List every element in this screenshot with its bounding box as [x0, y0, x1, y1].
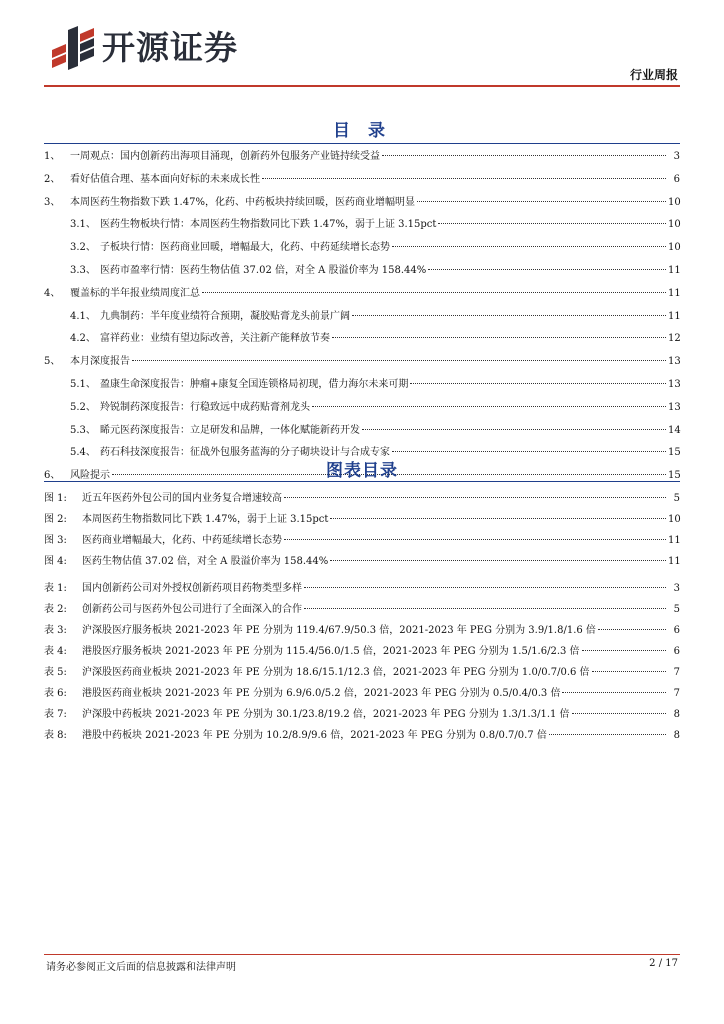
table-entry-number: 表 7: [44, 709, 67, 720]
leader-dots [392, 246, 666, 247]
leader-dots [362, 429, 666, 430]
leader-dots [202, 292, 666, 293]
toc-entry-page: 10 [668, 219, 681, 231]
table-entry-number: 表 6: [44, 688, 67, 699]
toc-entry-title: 富祥药业：业绩有望边际改善，关注新产能释放节奏 [100, 333, 330, 345]
toc-entry-number: 5.2、 [70, 401, 96, 413]
toc-subentry[interactable] [44, 307, 680, 330]
table-of-contents [44, 147, 680, 489]
leader-dots [312, 406, 666, 407]
table-entry-title: 港股医药商业板块 2021-2023 年 PE 分别为 6.9/6.0/5.2 倍，2021-2023 年 PEG 分别为 0.5/0.4/0.3 倍 [82, 688, 561, 699]
figure-index-heading-divider [44, 481, 680, 482]
toc-entry-page: 11 [668, 310, 681, 322]
page-header [44, 14, 680, 84]
toc-entry[interactable] [44, 193, 680, 216]
figure-entry-title: 本周医药生物指数同比下跌 1.47%，弱于上证 3.15pct [82, 514, 329, 525]
toc-entry-title: 九典制药：半年度业绩符合预期，凝胶贴膏龙头前景广阔 [100, 310, 350, 322]
leader-dots [598, 629, 666, 630]
figure-entry-page: 11 [668, 556, 681, 567]
table-entry-title: 港股医疗服务板块 2021-2023 年 PE 分别为 115.4/56.0/1.5 倍，2021-2023 年 PEG 分别为 1.5/1.6/2.3 倍 [82, 646, 580, 657]
figure-entry-page: 5 [673, 493, 680, 504]
figure-entry-number: 图 3: [44, 535, 67, 546]
toc-entry-number: 3.1、 [70, 219, 96, 231]
table-entry-title: 国内创新药公司对外授权创新药项目药物类型多样 [82, 583, 302, 594]
toc-entry-page: 10 [668, 242, 681, 254]
toc-entry-page: 15 [668, 447, 681, 459]
figure-entry-number: 图 2: [44, 514, 67, 525]
leader-dots [284, 539, 666, 540]
toc-entry-number: 2、 [44, 173, 61, 185]
figure-entry-number: 图 1: [44, 493, 67, 504]
table-entry-page: 6 [673, 625, 680, 636]
toc-entry-number: 3.3、 [70, 264, 96, 276]
leader-dots [428, 269, 666, 270]
brand-logo [46, 20, 238, 70]
toc-subentry[interactable] [44, 421, 680, 444]
leader-dots [284, 497, 666, 498]
toc-entry-title: 医药市盈率行情：医药生物估值 37.02 倍，对全 A 股溢价率为 158.44% [100, 264, 427, 276]
table-index [44, 579, 680, 747]
toc-entry-page: 3 [673, 151, 680, 162]
leader-dots [438, 223, 666, 224]
table-entry[interactable] [44, 579, 680, 600]
leader-dots [132, 360, 666, 361]
toc-entry-title: 看好估值合理、基本面向好标的未来成长性 [70, 173, 260, 185]
table-entry-number: 表 2: [44, 604, 67, 615]
leader-dots [304, 587, 666, 588]
toc-entry-title: 羚锐制药深度报告：行稳致远中成药贴膏剂龙头 [100, 401, 310, 413]
document-type-label: 行业周报 [629, 68, 678, 82]
brand-logo-mark-icon [46, 20, 98, 70]
table-entry-title: 沪深股医药商业板块 2021-2023 年 PE 分别为 18.6/15.1/12.3 倍，2021-2023 年 PEG 分别为 1.0/0.7/0.6 倍 [82, 667, 590, 678]
table-entry-number: 表 5: [44, 667, 67, 678]
figure-entry-number: 图 4: [44, 556, 67, 567]
table-entry[interactable] [44, 705, 680, 726]
leader-dots [330, 518, 666, 519]
toc-entry-page: 11 [668, 287, 681, 299]
toc-entry-title: 风险提示 [70, 470, 110, 482]
toc-entry-number: 5.3、 [70, 424, 96, 436]
figure-entry[interactable] [44, 531, 680, 552]
leader-dots [549, 734, 666, 735]
toc-subentry[interactable] [44, 329, 680, 352]
figure-entry[interactable] [44, 510, 680, 531]
leader-dots [382, 155, 666, 156]
header-divider [44, 85, 680, 87]
toc-subentry[interactable] [44, 398, 680, 421]
toc-entry[interactable] [44, 352, 680, 375]
figure-entry-title: 医药生物估值 37.02 倍，对全 A 股溢价率为 158.44% [82, 556, 329, 567]
figure-entry[interactable] [44, 489, 680, 510]
leader-dots [392, 451, 666, 452]
toc-subentry[interactable] [44, 238, 680, 261]
disclaimer-notice: 请务必参阅正文后面的信息披露和法律声明 [46, 962, 236, 973]
figure-entry-title: 医药商业增幅最大，化药、中药延续增长态势 [82, 535, 282, 546]
toc-entry-number: 4.1、 [70, 310, 96, 322]
leader-dots [572, 713, 666, 714]
toc-entry-page: 6 [673, 173, 680, 185]
toc-entry-page: 14 [668, 424, 681, 436]
table-entry-page: 7 [673, 688, 680, 699]
toc-entry-page: 15 [668, 470, 681, 482]
toc-entry-page: 13 [668, 401, 681, 413]
leader-dots [304, 608, 666, 609]
toc-entry-title: 本周医药生物指数下跌 1.47%，化药、中药板块持续回暖，医药商业增幅明显 [70, 196, 415, 208]
toc-entry-title: 睎元医药深度报告：立足研发和品牌，一体化赋能新药开发 [100, 424, 360, 436]
toc-entry-title: 医药生物板块行情：本周医药生物指数同比下跌 1.47%，弱于上证 3.15pct [100, 219, 437, 231]
toc-entry-number: 3、 [44, 196, 61, 208]
toc-entry-page: 13 [668, 378, 681, 390]
leader-dots [332, 337, 666, 338]
leader-dots [352, 315, 666, 316]
toc-subentry[interactable] [44, 375, 680, 398]
toc-subentry[interactable] [44, 261, 680, 284]
toc-entry[interactable] [44, 284, 680, 307]
leader-dots [582, 650, 666, 651]
toc-subentry[interactable] [44, 215, 680, 238]
toc-entry-number: 6、 [44, 470, 61, 482]
table-entry-page: 5 [673, 604, 680, 615]
toc-entry-title: 药石科技深度报告：征战外包服务蓝海的分子砌块设计与合成专家 [100, 447, 390, 459]
table-entry-page: 8 [673, 730, 680, 741]
toc-entry-page: 12 [668, 333, 681, 345]
toc-entry[interactable] [44, 147, 680, 170]
toc-entry-title: 盈康生命深度报告：肿瘤+康复全国连锁格局初现，借力海尔未来可期 [100, 378, 409, 390]
table-entry-number: 表 8: [44, 730, 67, 741]
toc-entry-number: 5.1、 [70, 378, 96, 390]
figure-entry-page: 11 [668, 535, 681, 546]
figure-entry-title: 近五年医药外包公司的国内业务复合增速较高 [82, 493, 282, 504]
table-entry-page: 6 [673, 646, 680, 657]
table-entry-number: 表 1: [44, 583, 67, 594]
toc-entry-page: 10 [668, 196, 681, 208]
table-entry-number: 表 4: [44, 646, 67, 657]
table-entry[interactable] [44, 621, 680, 642]
leader-dots [592, 671, 666, 672]
page-number: 2 / 17 [649, 958, 678, 969]
leader-dots [330, 560, 666, 561]
table-entry-page: 3 [673, 583, 680, 594]
toc-entry-page: 13 [668, 356, 681, 368]
table-entry-title: 沪深股医疗服务板块 2021-2023 年 PE 分别为 119.4/67.9/50.3 倍，2021-2023 年 PEG 分别为 3.9/1.8/1.6 倍 [82, 625, 596, 636]
table-entry-title: 港股中药板块 2021-2023 年 PE 分别为 10.2/8.9/9.6 倍，2021-2023 年 PEG 分别为 0.8/0.7/0.7 倍 [82, 730, 547, 741]
figure-entry[interactable] [44, 552, 680, 573]
toc-entry-number: 5.4、 [70, 447, 96, 459]
table-entry-title: 沪深股中药板块 2021-2023 年 PE 分别为 30.1/23.8/19.2 倍，2021-2023 年 PEG 分别为 1.3/1.3/1.1 倍 [82, 709, 570, 720]
toc-entry-number: 3.2、 [70, 242, 96, 254]
leader-dots [262, 178, 666, 179]
footer-divider [44, 954, 680, 955]
toc-entry-title: 本月深度报告 [70, 356, 130, 368]
figure-index [44, 489, 680, 573]
leader-dots [410, 383, 666, 384]
table-entry-number: 表 3: [44, 625, 67, 636]
figure-entry-page: 10 [668, 514, 681, 525]
table-entry[interactable] [44, 600, 680, 621]
table-entry[interactable] [44, 726, 680, 747]
toc-entry-number: 1、 [44, 151, 61, 162]
toc-entry-title: 一周观点：国内创新药出海项目涌现，创新药外包服务产业链持续受益 [70, 151, 380, 162]
table-entry[interactable] [44, 663, 680, 684]
table-entry[interactable] [44, 642, 680, 663]
toc-entry-title: 子板块行情：医药商业回暖，增幅最大，化药、中药延续增长态势 [100, 242, 390, 254]
toc-entry-number: 5、 [44, 356, 61, 368]
toc-heading-divider [44, 143, 680, 144]
table-entry-page: 8 [673, 709, 680, 720]
table-entry-page: 7 [673, 667, 680, 678]
toc-entry[interactable] [44, 170, 680, 193]
leader-dots [562, 692, 666, 693]
figure-index-heading: 图表目录 [326, 461, 398, 481]
toc-entry-number: 4.2、 [70, 333, 96, 345]
toc-heading: 目 录 [333, 121, 391, 141]
table-entry-title: 创新药公司与医药外包公司进行了全面深入的合作 [82, 604, 302, 615]
table-entry[interactable] [44, 684, 680, 705]
toc-entry-title: 覆盖标的半年报业绩周度汇总 [70, 287, 200, 299]
brand-name: 开源证券 [102, 27, 238, 67]
toc-entry-number: 4、 [44, 287, 61, 299]
toc-entry-page: 11 [668, 264, 681, 276]
leader-dots [417, 201, 666, 202]
